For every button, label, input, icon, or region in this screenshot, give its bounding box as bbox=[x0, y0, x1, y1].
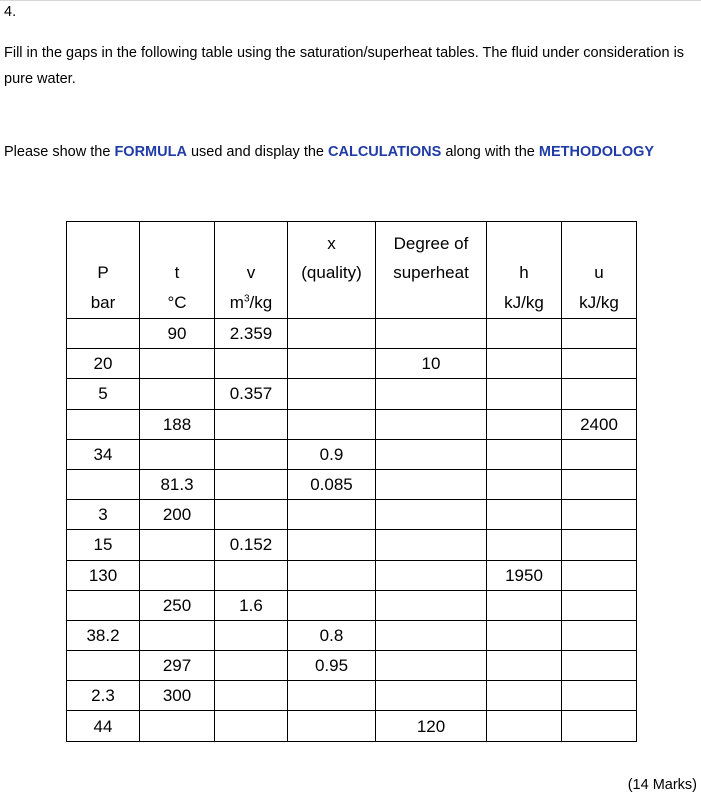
table-row bbox=[67, 651, 637, 681]
header-enthalpy bbox=[487, 222, 562, 319]
header-pressure-line2: P bbox=[97, 263, 109, 282]
cell-degree-of-superheat bbox=[376, 681, 487, 711]
table-row bbox=[67, 590, 637, 620]
header-internal-energy-line3: kJ/kg bbox=[579, 293, 619, 312]
cell-enthalpy bbox=[487, 681, 562, 711]
cell-internal-energy bbox=[562, 681, 637, 711]
cell-specific-volume bbox=[215, 560, 288, 590]
cell-pressure: 130 bbox=[67, 560, 140, 590]
header-temperature-line3: °C bbox=[167, 293, 187, 312]
cell-degree-of-superheat bbox=[376, 469, 487, 499]
cell-degree-of-superheat bbox=[376, 319, 487, 349]
cell-pressure: 5 bbox=[67, 379, 140, 409]
cell-enthalpy bbox=[487, 409, 562, 439]
cell-quality bbox=[288, 319, 376, 349]
cell-temperature: 90 bbox=[140, 319, 215, 349]
cell-degree-of-superheat bbox=[376, 379, 487, 409]
cell-internal-energy bbox=[562, 560, 637, 590]
header-enthalpy-line2: h bbox=[519, 263, 529, 282]
cell-pressure: 44 bbox=[67, 711, 140, 741]
table-row bbox=[67, 469, 637, 499]
cell-quality: 0.95 bbox=[288, 651, 376, 681]
header-temperature bbox=[140, 222, 215, 319]
cell-enthalpy bbox=[487, 620, 562, 650]
cell-pressure: 38.2 bbox=[67, 620, 140, 650]
cell-quality bbox=[288, 500, 376, 530]
cell-specific-volume bbox=[215, 409, 288, 439]
cell-quality bbox=[288, 409, 376, 439]
cell-temperature: 81.3 bbox=[140, 469, 215, 499]
top-divider bbox=[0, 0, 701, 1]
cell-pressure: 3 bbox=[67, 500, 140, 530]
cell-specific-volume bbox=[215, 620, 288, 650]
cell-specific-volume bbox=[215, 711, 288, 741]
cell-quality bbox=[288, 349, 376, 379]
header-row bbox=[67, 222, 637, 319]
methodology-keyword: METHODOLOGY bbox=[538, 144, 655, 160]
cell-degree-of-superheat bbox=[376, 590, 487, 620]
cell-quality bbox=[288, 379, 376, 409]
cell-internal-energy: 2400 bbox=[562, 409, 637, 439]
cell-enthalpy bbox=[487, 711, 562, 741]
table-row bbox=[67, 439, 637, 469]
cell-enthalpy: 1950 bbox=[487, 560, 562, 590]
cell-internal-energy bbox=[562, 711, 637, 741]
cell-pressure: 20 bbox=[67, 349, 140, 379]
marks-label: (14 Marks) bbox=[627, 777, 697, 793]
cell-pressure: 2.3 bbox=[67, 681, 140, 711]
show-work-instruction bbox=[4, 144, 654, 160]
header-quality-line3 bbox=[288, 288, 375, 318]
cell-quality: 0.085 bbox=[288, 469, 376, 499]
cell-degree-of-superheat bbox=[376, 409, 487, 439]
cell-pressure bbox=[67, 469, 140, 499]
cell-temperature: 200 bbox=[140, 500, 215, 530]
cell-internal-energy bbox=[562, 530, 637, 560]
header-pressure bbox=[67, 222, 140, 319]
cubed-superscript: 3 bbox=[243, 293, 250, 305]
cell-degree-of-superheat: 10 bbox=[376, 349, 487, 379]
cell-temperature: 300 bbox=[140, 681, 215, 711]
cell-specific-volume bbox=[215, 349, 288, 379]
question-number: 4. bbox=[4, 4, 17, 20]
cell-degree-of-superheat bbox=[376, 439, 487, 469]
instruction-text: Fill in the gaps in the following table using the saturation/superheat tables. The fluid under consideration is pure water. bbox=[4, 45, 685, 87]
cell-temperature bbox=[140, 349, 215, 379]
cell-quality bbox=[288, 590, 376, 620]
cell-internal-energy bbox=[562, 620, 637, 650]
table-row bbox=[67, 711, 637, 741]
cell-internal-energy bbox=[562, 500, 637, 530]
header-internal-energy bbox=[562, 222, 637, 319]
header-pressure-line1 bbox=[67, 230, 139, 258]
cell-quality bbox=[288, 530, 376, 560]
cell-internal-energy bbox=[562, 379, 637, 409]
cell-degree-of-superheat bbox=[376, 620, 487, 650]
cell-pressure: 15 bbox=[67, 530, 140, 560]
header-enthalpy-line1 bbox=[487, 230, 561, 258]
cell-quality: 0.9 bbox=[288, 439, 376, 469]
calculations-keyword: CALCULATIONS bbox=[328, 144, 442, 160]
show-text-1: Please show the bbox=[4, 144, 115, 160]
cell-internal-energy bbox=[562, 651, 637, 681]
cell-quality: 0.8 bbox=[288, 620, 376, 650]
cell-internal-energy bbox=[562, 349, 637, 379]
table-row bbox=[67, 500, 637, 530]
cell-enthalpy bbox=[487, 439, 562, 469]
header-specific-volume-line3: $m^3/kg$ bbox=[229, 293, 273, 312]
header-degree-of-superheat-line2: superheat bbox=[393, 263, 469, 282]
cell-specific-volume bbox=[215, 469, 288, 499]
cell-specific-volume bbox=[215, 681, 288, 711]
cell-quality bbox=[288, 711, 376, 741]
cell-enthalpy bbox=[487, 530, 562, 560]
cell-specific-volume: 0.357 bbox=[215, 379, 288, 409]
table-row bbox=[67, 319, 637, 349]
cell-pressure bbox=[67, 409, 140, 439]
show-text-2: used and display the bbox=[186, 144, 329, 160]
cell-specific-volume bbox=[215, 500, 288, 530]
cell-degree-of-superheat bbox=[376, 530, 487, 560]
header-temperature-line1 bbox=[140, 230, 214, 258]
formula-keyword: FORMULA bbox=[114, 144, 187, 160]
table-row bbox=[67, 560, 637, 590]
header-degree-of-superheat-line3 bbox=[376, 288, 486, 318]
cell-enthalpy bbox=[487, 500, 562, 530]
cell-pressure: 34 bbox=[67, 439, 140, 469]
cell-specific-volume bbox=[215, 439, 288, 469]
header-internal-energy-line1 bbox=[562, 230, 636, 258]
cell-specific-volume bbox=[215, 651, 288, 681]
header-specific-volume-line1 bbox=[215, 230, 287, 258]
header-degree-of-superheat-line1: Degree of bbox=[393, 234, 469, 253]
show-text-3: along with the bbox=[441, 144, 539, 160]
header-specific-volume bbox=[215, 222, 288, 319]
header-quality-line1: x bbox=[327, 234, 336, 253]
header-pressure-line3: bar bbox=[90, 293, 116, 312]
cell-temperature bbox=[140, 560, 215, 590]
cell-enthalpy bbox=[487, 469, 562, 499]
table-row bbox=[67, 530, 637, 560]
cell-enthalpy bbox=[487, 590, 562, 620]
cell-temperature bbox=[140, 439, 215, 469]
cell-pressure bbox=[67, 651, 140, 681]
cell-degree-of-superheat bbox=[376, 500, 487, 530]
cell-temperature bbox=[140, 530, 215, 560]
header-quality bbox=[288, 222, 376, 319]
header-quality-line2: (quality) bbox=[301, 263, 362, 282]
cell-temperature: 188 bbox=[140, 409, 215, 439]
cell-internal-energy bbox=[562, 469, 637, 499]
table-row bbox=[67, 620, 637, 650]
table-row bbox=[67, 349, 637, 379]
cell-internal-energy bbox=[562, 590, 637, 620]
table-row bbox=[67, 379, 637, 409]
cell-internal-energy bbox=[562, 319, 637, 349]
header-enthalpy-line3: kJ/kg bbox=[504, 293, 544, 312]
cell-pressure bbox=[67, 319, 140, 349]
cell-specific-volume: 1.6 bbox=[215, 590, 288, 620]
table-row bbox=[67, 409, 637, 439]
cell-specific-volume: 2.359 bbox=[215, 319, 288, 349]
cell-temperature bbox=[140, 379, 215, 409]
cell-pressure bbox=[67, 590, 140, 620]
cell-degree-of-superheat bbox=[376, 651, 487, 681]
table-row bbox=[67, 681, 637, 711]
cell-enthalpy bbox=[487, 319, 562, 349]
cell-quality bbox=[288, 681, 376, 711]
header-degree-of-superheat bbox=[376, 222, 487, 319]
cell-degree-of-superheat: 120 bbox=[376, 711, 487, 741]
cell-enthalpy bbox=[487, 379, 562, 409]
header-internal-energy-line2: u bbox=[594, 263, 604, 282]
header-specific-volume-line2: v bbox=[246, 263, 256, 282]
cell-temperature: 297 bbox=[140, 651, 215, 681]
cell-temperature: 250 bbox=[140, 590, 215, 620]
cell-internal-energy bbox=[562, 439, 637, 469]
steam-property-table bbox=[66, 221, 637, 742]
cell-degree-of-superheat bbox=[376, 560, 487, 590]
cell-specific-volume: 0.152 bbox=[215, 530, 288, 560]
cell-temperature bbox=[140, 711, 215, 741]
cell-enthalpy bbox=[487, 651, 562, 681]
cell-enthalpy bbox=[487, 349, 562, 379]
cell-temperature bbox=[140, 620, 215, 650]
cell-quality bbox=[288, 560, 376, 590]
header-temperature-line2: t bbox=[174, 263, 180, 282]
